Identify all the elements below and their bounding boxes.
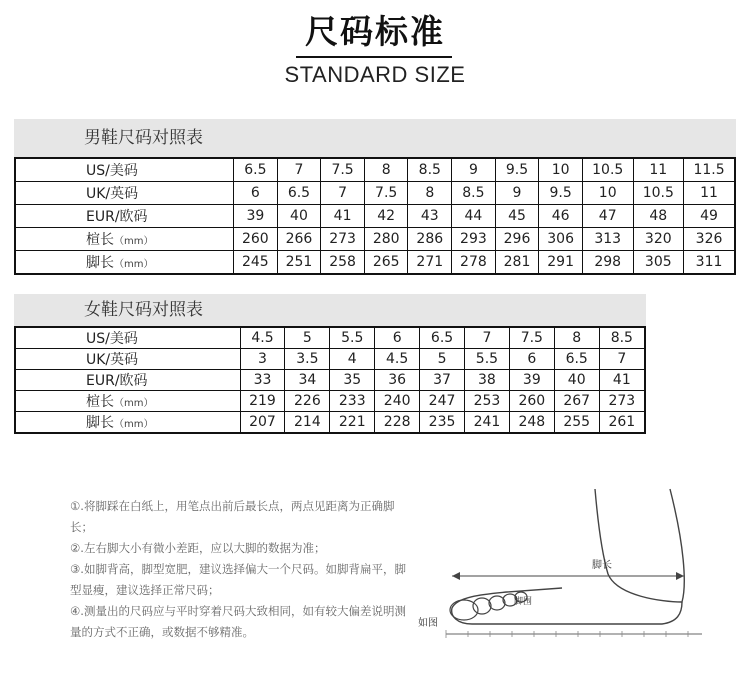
size-cell: 6 xyxy=(509,349,554,370)
size-cell: 5.5 xyxy=(330,327,375,349)
row-unit: （mm） xyxy=(114,259,154,270)
arrow-head-left xyxy=(452,572,460,580)
size-cell: 4.5 xyxy=(375,349,420,370)
size-cell: 47 xyxy=(582,205,633,228)
size-cell: 241 xyxy=(464,412,509,434)
size-cell: 5.5 xyxy=(464,349,509,370)
row-label-text: UK/英码 xyxy=(86,186,139,202)
foot-width-label: 脚围 xyxy=(514,597,533,607)
size-cell: 5 xyxy=(285,327,330,349)
size-cell: 226 xyxy=(285,391,330,412)
size-cell: 37 xyxy=(420,370,465,391)
size-cell: 265 xyxy=(364,251,408,275)
table-row xyxy=(15,327,645,349)
size-cell: 48 xyxy=(633,205,684,228)
note-3: ③.如脚背高，脚型宽肥，建议选择偏大一个尺码。如脚背扁平，脚型显瘦，建议选择正常尺码； xyxy=(70,562,406,597)
size-cell: 4 xyxy=(330,349,375,370)
row-label xyxy=(15,327,240,349)
size-cell: 235 xyxy=(420,412,465,434)
size-cell: 43 xyxy=(408,205,452,228)
arrow-head-right xyxy=(676,572,684,580)
size-cell: 41 xyxy=(599,370,645,391)
size-cell: 245 xyxy=(234,251,278,275)
size-cell: 34 xyxy=(285,370,330,391)
men-table-heading: 男鞋尺码对照表 xyxy=(14,119,736,157)
size-cell: 9.5 xyxy=(495,158,539,182)
size-cell: 271 xyxy=(408,251,452,275)
size-cell: 291 xyxy=(539,251,583,275)
size-cell: 228 xyxy=(375,412,420,434)
size-cell: 9 xyxy=(495,182,539,205)
size-cell: 267 xyxy=(554,391,599,412)
row-label xyxy=(15,205,234,228)
row-label xyxy=(15,412,240,434)
size-cell: 11 xyxy=(633,158,684,182)
size-cell: 7.5 xyxy=(364,182,408,205)
size-cell: 9.5 xyxy=(539,182,583,205)
size-cell: 49 xyxy=(684,205,735,228)
row-label-text: US/美码 xyxy=(86,331,138,347)
size-cell: 7 xyxy=(321,182,365,205)
size-cell: 253 xyxy=(464,391,509,412)
size-cell: 280 xyxy=(364,228,408,251)
size-cell: 6.5 xyxy=(420,327,465,349)
toe xyxy=(489,596,505,610)
size-cell: 9 xyxy=(452,158,496,182)
size-cell: 4.5 xyxy=(240,327,285,349)
size-cell: 8.5 xyxy=(599,327,645,349)
size-cell: 260 xyxy=(509,391,554,412)
size-cell: 10 xyxy=(582,182,633,205)
size-cell: 320 xyxy=(633,228,684,251)
size-cell: 6 xyxy=(375,327,420,349)
size-cell: 33 xyxy=(240,370,285,391)
row-label-text: 脚长 xyxy=(86,415,114,431)
toe xyxy=(473,598,491,614)
size-cell: 326 xyxy=(684,228,735,251)
foot-length-label: 脚长 xyxy=(592,560,612,571)
row-unit: （mm） xyxy=(114,236,154,247)
size-cell: 40 xyxy=(554,370,599,391)
row-label xyxy=(15,391,240,412)
row-label xyxy=(15,370,240,391)
size-cell: 240 xyxy=(375,391,420,412)
size-cell: 305 xyxy=(633,251,684,275)
size-cell: 46 xyxy=(539,205,583,228)
size-cell: 8.5 xyxy=(408,158,452,182)
size-cell: 7.5 xyxy=(321,158,365,182)
size-cell: 3.5 xyxy=(285,349,330,370)
size-cell: 7 xyxy=(464,327,509,349)
size-cell: 41 xyxy=(321,205,365,228)
table-row xyxy=(15,205,735,228)
table-row xyxy=(15,391,645,412)
size-cell: 7.5 xyxy=(509,327,554,349)
men-size-table xyxy=(14,157,736,275)
size-cell: 8.5 xyxy=(452,182,496,205)
size-cell: 273 xyxy=(321,228,365,251)
size-cell: 39 xyxy=(509,370,554,391)
size-cell: 266 xyxy=(277,228,321,251)
title-underline xyxy=(296,56,452,58)
table-row xyxy=(15,182,735,205)
size-cell: 10.5 xyxy=(633,182,684,205)
measurement-notes xyxy=(70,496,410,643)
note-1: ①.将脚踩在白纸上，用笔点出前后最长点，两点见距离为正确脚长； xyxy=(70,499,395,534)
size-cell: 278 xyxy=(452,251,496,275)
size-cell: 247 xyxy=(420,391,465,412)
size-cell: 6.5 xyxy=(554,349,599,370)
row-label xyxy=(15,349,240,370)
row-label xyxy=(15,158,234,182)
size-cell: 45 xyxy=(495,205,539,228)
size-cell: 293 xyxy=(452,228,496,251)
size-cell: 258 xyxy=(321,251,365,275)
row-label-text: 脚长 xyxy=(86,255,114,271)
size-cell: 251 xyxy=(277,251,321,275)
row-unit: （mm） xyxy=(114,419,154,430)
table-row xyxy=(15,228,735,251)
size-cell: 7 xyxy=(277,158,321,182)
table-row xyxy=(15,412,645,434)
size-cell: 8 xyxy=(364,158,408,182)
size-cell: 35 xyxy=(330,370,375,391)
foot-sole xyxy=(452,588,682,624)
size-cell: 3 xyxy=(240,349,285,370)
size-cell: 5 xyxy=(420,349,465,370)
row-label-text: 楦长 xyxy=(86,232,114,248)
table-row xyxy=(15,158,735,182)
size-cell: 6 xyxy=(234,182,278,205)
size-cell: 11 xyxy=(684,182,735,205)
size-cell: 6.5 xyxy=(277,182,321,205)
size-cell: 273 xyxy=(599,391,645,412)
size-cell: 8 xyxy=(554,327,599,349)
table-row xyxy=(15,370,645,391)
size-cell: 207 xyxy=(240,412,285,434)
row-label-text: EUR/欧码 xyxy=(86,373,148,389)
foot-outline xyxy=(595,489,684,602)
size-cell: 214 xyxy=(285,412,330,434)
row-label xyxy=(15,182,234,205)
size-cell: 6.5 xyxy=(234,158,278,182)
row-label-text: EUR/欧码 xyxy=(86,209,148,225)
size-cell: 281 xyxy=(495,251,539,275)
page-title: 尺码标准 xyxy=(305,12,445,51)
size-cell: 260 xyxy=(234,228,278,251)
size-cell: 298 xyxy=(582,251,633,275)
row-label xyxy=(15,228,234,251)
women-table-heading: 女鞋尺码对照表 xyxy=(14,294,646,326)
size-cell: 8 xyxy=(408,182,452,205)
size-cell: 296 xyxy=(495,228,539,251)
size-cell: 306 xyxy=(539,228,583,251)
size-cell: 42 xyxy=(364,205,408,228)
note-2: ②.左右脚大小有微小差距，应以大脚的数据为准； xyxy=(70,541,326,555)
row-unit: （mm） xyxy=(114,398,154,409)
row-label xyxy=(15,251,234,275)
size-cell: 36 xyxy=(375,370,420,391)
size-cell: 38 xyxy=(464,370,509,391)
size-cell: 248 xyxy=(509,412,554,434)
size-cell: 219 xyxy=(240,391,285,412)
row-label-text: UK/英码 xyxy=(86,352,139,368)
note-4: ④.测量出的尺码应与平时穿着尺码大致相同，如有较大偏差说明测量的方式不正确，或数据不够精准。 xyxy=(70,604,406,639)
size-cell: 233 xyxy=(330,391,375,412)
table-row xyxy=(15,251,735,275)
size-cell: 39 xyxy=(234,205,278,228)
row-label-text: US/美码 xyxy=(86,163,138,179)
size-cell: 286 xyxy=(408,228,452,251)
size-cell: 255 xyxy=(554,412,599,434)
size-cell: 10.5 xyxy=(582,158,633,182)
size-cell: 313 xyxy=(582,228,633,251)
size-cell: 261 xyxy=(599,412,645,434)
size-cell: 44 xyxy=(452,205,496,228)
foot-measure-illustration xyxy=(412,484,712,644)
row-label-text: 楦长 xyxy=(86,394,114,410)
size-cell: 221 xyxy=(330,412,375,434)
size-cell: 10 xyxy=(539,158,583,182)
table-row xyxy=(15,349,645,370)
instep-label: 如图 xyxy=(418,618,438,629)
women-size-table xyxy=(14,326,646,434)
size-cell: 7 xyxy=(599,349,645,370)
size-cell: 11.5 xyxy=(684,158,735,182)
page-subtitle: STANDARD SIZE xyxy=(284,62,466,87)
size-cell: 311 xyxy=(684,251,735,275)
size-cell: 40 xyxy=(277,205,321,228)
